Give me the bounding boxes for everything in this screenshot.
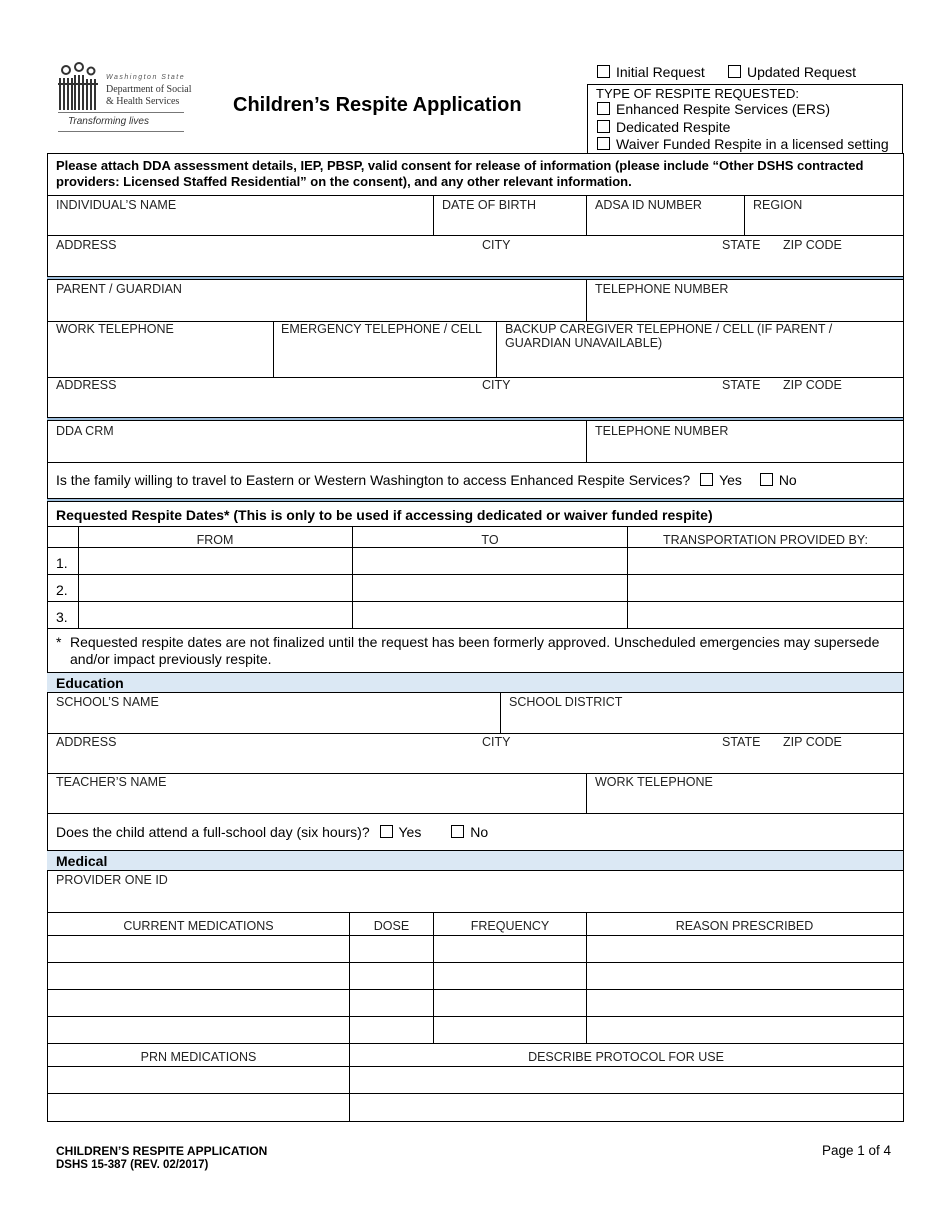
travel-no-label: No: [778, 472, 797, 488]
school-address-label: ADDRESS: [56, 735, 117, 749]
guardian-city-label: CITY: [482, 378, 511, 392]
footer-form-number: DSHS 15-387 (REV. 02/2017): [56, 1159, 209, 1171]
medication-row[interactable]: [48, 936, 902, 962]
initial-request-option[interactable]: [597, 64, 705, 80]
work-telephone-field[interactable]: [48, 322, 273, 377]
prn-medications-header: PRN MEDICATIONS: [140, 1050, 257, 1064]
logo-tagline: Transforming lives: [68, 116, 149, 127]
parent-guardian-field[interactable]: [48, 281, 586, 321]
protocol-header: DESCRIBE PROTOCOL FOR USE: [528, 1050, 724, 1064]
school-district-field[interactable]: [501, 693, 902, 733]
guardian-address-field[interactable]: [48, 393, 902, 417]
dates-transport-header: TRANSPORTATION PROVIDED BY:: [663, 533, 868, 547]
dates-to-header: TO: [481, 533, 499, 547]
date-row-3-transport[interactable]: [628, 602, 902, 628]
section-divider: [47, 276, 903, 280]
date-row-3-to[interactable]: [353, 602, 627, 628]
individual-state-label: STATE: [722, 238, 761, 252]
section-divider: [47, 417, 903, 421]
emergency-telephone-label: EMERGENCY TELEPHONE / CELL: [281, 322, 482, 336]
provider-one-id-field[interactable]: [48, 871, 902, 912]
teacher-telephone-field[interactable]: [587, 774, 902, 813]
date-row-number: 1.: [56, 555, 68, 571]
date-row-number: 2.: [56, 582, 68, 598]
waiver-respite-label: Waiver Funded Respite in a licensed setting: [616, 136, 889, 152]
date-row-2-transport[interactable]: [628, 575, 902, 601]
dob-field[interactable]: [434, 196, 586, 235]
dates-from-header: FROM: [196, 533, 234, 547]
education-band: [47, 672, 903, 693]
full-day-no-label: No: [470, 824, 489, 840]
region-label: REGION: [753, 198, 803, 212]
work-telephone-label: WORK TELEPHONE: [56, 322, 174, 336]
section-divider: [47, 498, 903, 502]
updated-request-label: Updated Request: [747, 64, 856, 80]
dose-header: DOSE: [373, 919, 410, 933]
medication-row[interactable]: [48, 963, 902, 989]
medication-row[interactable]: [48, 1017, 902, 1043]
guardian-telephone-label: TELEPHONE NUMBER: [595, 282, 729, 296]
reason-prescribed-header: REASON PRESCRIBED: [675, 919, 814, 933]
full-day-yes-label: Yes: [398, 824, 422, 840]
travel-question-text: Is the family willing to travel to Eastern or Western Washington to access Enhanced Respite Services?: [56, 472, 691, 488]
dda-telephone-field[interactable]: [587, 422, 902, 462]
region-field[interactable]: [745, 196, 902, 235]
initial-request-checkbox[interactable]: [597, 65, 610, 78]
footer-form-name: CHILDREN’S RESPITE APPLICATION: [56, 1144, 268, 1158]
individual-address-label: ADDRESS: [56, 238, 117, 252]
prn-row[interactable]: [48, 1067, 902, 1093]
guardian-zip-label: ZIP CODE: [783, 378, 842, 392]
teacher-name-label: TEACHER’S NAME: [56, 775, 167, 789]
footnote-star: *: [56, 634, 62, 650]
dda-crm-field[interactable]: [48, 422, 586, 462]
dshs-logo: [56, 62, 192, 134]
dedicated-respite-label: Dedicated Respite: [616, 119, 731, 135]
individual-name-field[interactable]: [48, 196, 433, 235]
travel-yes-checkbox[interactable]: [700, 473, 713, 486]
date-row-2-to[interactable]: [353, 575, 627, 601]
parent-guardian-label: PARENT / GUARDIAN: [56, 282, 182, 296]
full-day-yes-checkbox[interactable]: [380, 825, 393, 838]
school-state-label: STATE: [722, 735, 761, 749]
family-figures-icon: [56, 62, 102, 112]
school-district-label: SCHOOL DISTRICT: [509, 695, 623, 709]
full-day-no-checkbox[interactable]: [451, 825, 464, 838]
waiver-respite-checkbox[interactable]: [597, 137, 610, 150]
individual-name-label: INDIVIDUAL’S NAME: [56, 198, 177, 212]
logo-state-line: Washington State: [106, 74, 186, 81]
attach-note: Please attach DDA assessment details, IEP, PBSP, valid consent for release of information (please include “Other DSHS contracted providers: Licensed Staffed Residential” on the consent), and any other relevant information.: [56, 158, 864, 189]
prn-row[interactable]: [48, 1094, 902, 1121]
guardian-state-label: STATE: [722, 378, 761, 392]
backup-caregiver-label: BACKUP CAREGIVER TELEPHONE / CELL (IF PARENT / GUARDIAN UNAVAILABLE): [505, 322, 833, 350]
logo-rule: [58, 112, 184, 113]
travel-question: [56, 472, 797, 488]
travel-no-checkbox[interactable]: [760, 473, 773, 486]
waiver-respite-option[interactable]: [597, 136, 889, 152]
date-row-3-from[interactable]: [79, 602, 352, 628]
current-medications-header: CURRENT MEDICATIONS: [123, 919, 274, 933]
date-row-1-transport[interactable]: [628, 548, 902, 574]
backup-caregiver-field[interactable]: [497, 352, 902, 377]
individual-address-field[interactable]: [48, 252, 902, 276]
logo-rule-bottom: [58, 131, 184, 132]
dob-label: DATE OF BIRTH: [442, 198, 536, 212]
ers-checkbox[interactable]: [597, 102, 610, 115]
guardian-address-label: ADDRESS: [56, 378, 117, 392]
dates-footnote: Requested respite dates are not finalized until the request has been formerly approved. Unscheduled emergencies may supersede and/or impact previously respite.: [70, 634, 880, 667]
individual-city-label: CITY: [482, 238, 511, 252]
ers-option[interactable]: [597, 101, 830, 117]
school-zip-label: ZIP CODE: [783, 735, 842, 749]
individual-zip-label: ZIP CODE: [783, 238, 842, 252]
school-name-label: SCHOOL’S NAME: [56, 695, 159, 709]
date-row-number: 3.: [56, 609, 68, 625]
dedicated-respite-checkbox[interactable]: [597, 120, 610, 133]
full-day-question-text: Does the child attend a full-school day (six hours)?: [56, 824, 370, 840]
frequency-header: FREQUENCY: [470, 919, 550, 933]
teacher-name-field[interactable]: [48, 774, 586, 813]
initial-request-label: Initial Request: [616, 64, 705, 80]
full-day-question: [56, 824, 488, 840]
dda-telephone-label: TELEPHONE NUMBER: [595, 424, 729, 438]
ers-label: Enhanced Respite Services (ERS): [616, 101, 830, 117]
school-name-field[interactable]: [48, 693, 500, 733]
adsa-id-field[interactable]: [587, 196, 744, 235]
date-row-1-to[interactable]: [353, 548, 627, 574]
school-city-label: CITY: [482, 735, 511, 749]
medical-heading: Medical: [56, 853, 108, 869]
travel-yes-label: Yes: [719, 472, 742, 488]
respite-dates-heading: Requested Respite Dates* (This is only to be used if accessing dedicated or waiver funded respite): [56, 507, 713, 523]
provider-one-id-label: PROVIDER ONE ID: [56, 873, 168, 887]
medical-band: [47, 850, 903, 871]
medication-row[interactable]: [48, 990, 902, 1016]
emergency-telephone-field[interactable]: [274, 322, 496, 377]
education-heading: Education: [56, 675, 124, 691]
updated-request-checkbox[interactable]: [728, 65, 741, 78]
logo-dept-line2: & Health Services: [106, 96, 180, 107]
respite-type-heading: TYPE OF RESPITE REQUESTED:: [596, 86, 799, 101]
logo-dept-line1: Department of Social: [106, 84, 192, 95]
page-title: Children’s Respite Application: [233, 94, 522, 116]
dda-crm-label: DDA CRM: [56, 424, 114, 438]
date-row-1-from[interactable]: [79, 548, 352, 574]
footer-page-number: Page 1 of 4: [822, 1143, 892, 1158]
teacher-telephone-label: WORK TELEPHONE: [595, 775, 713, 789]
updated-request-option[interactable]: [728, 64, 856, 80]
school-address-field[interactable]: [48, 750, 902, 773]
date-row-2-from[interactable]: [79, 575, 352, 601]
adsa-id-label: ADSA ID NUMBER: [595, 198, 702, 212]
guardian-telephone-field[interactable]: [587, 281, 902, 321]
dedicated-respite-option[interactable]: [597, 119, 730, 135]
